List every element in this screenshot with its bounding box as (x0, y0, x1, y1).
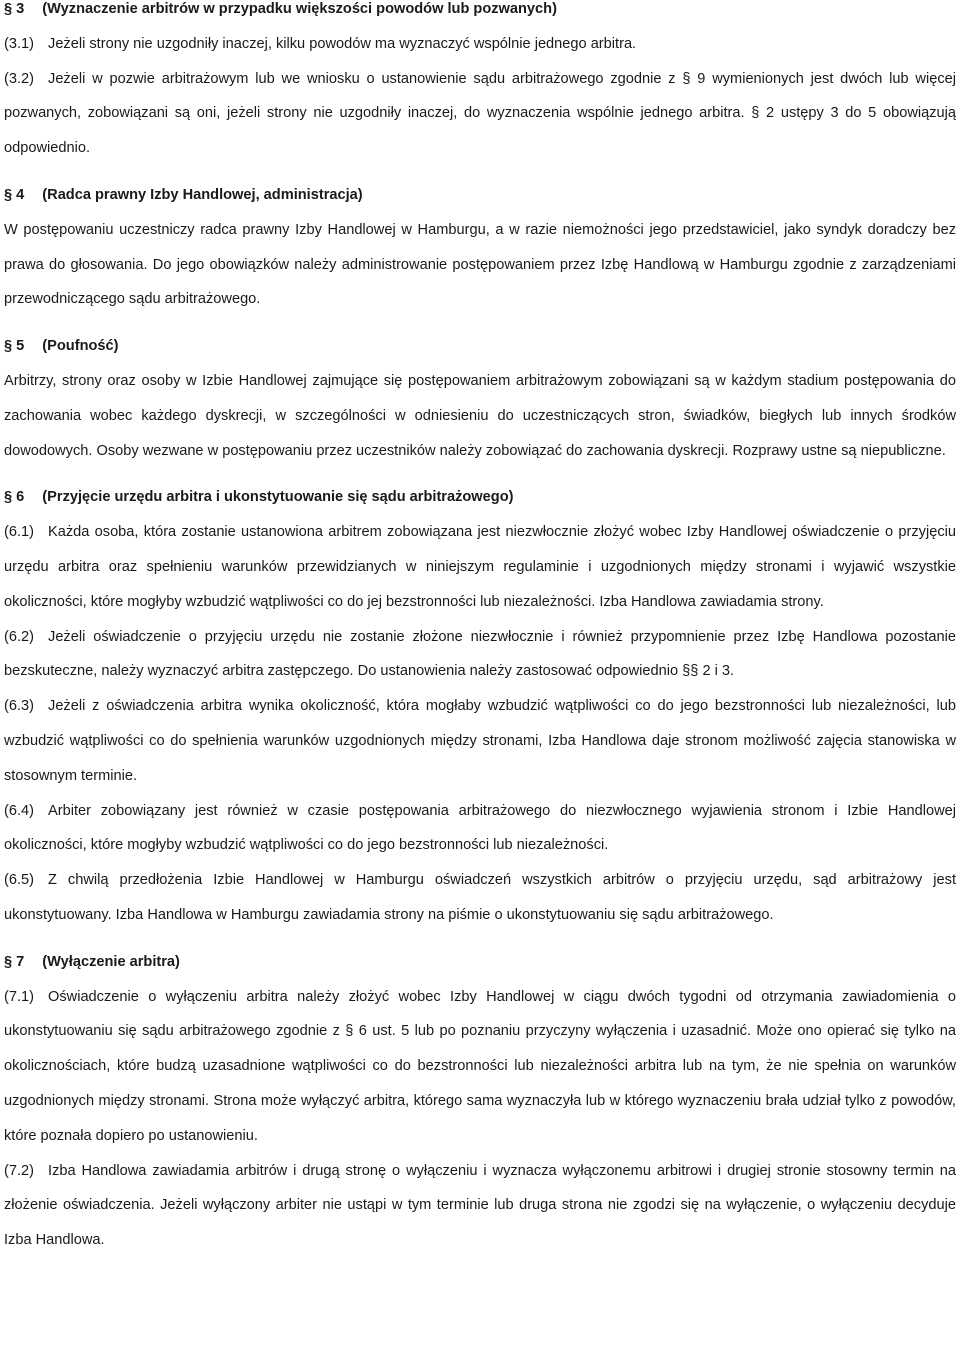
paragraph-4: W postępowaniu uczestniczy radca prawny Izby Handlowej w Hamburgu, a w razie niemożności jego przedstawiciel, jako syndyk doradczy bez prawa do głosowania. Do jego obowiązków należy administrowanie postępowaniem przez Izbę Handlową w Hamburgu zgodnie z zarządzeniami przewodniczącego sądu arbitrażowego. (4, 221, 956, 308)
paragraph-6-1 (4, 515, 956, 619)
paragraph-6-5 (4, 863, 956, 933)
paragraph-number: (3.2) (4, 70, 35, 87)
section-number: § 3 (4, 1, 25, 17)
paragraph-number: (7.2) (4, 1162, 35, 1179)
paragraph-6-4 (4, 794, 956, 864)
section-3-heading (4, 0, 956, 27)
section-7 (4, 945, 956, 1258)
spacer (4, 933, 956, 945)
paragraph-text: Oświadczenie o wyłączeniu arbitra należy złożyć wobec Izby Handlowej w ciągu dwóch tygodni od otrzymania zawiadomienia o ukonstytuowaniu się sądu arbitrażowego zgodnie z § 6 ust. 5 lub po poznaniu przyczyny wyłączenia i uzasadnić. Może ono opierać się tylko na okolicznościach, które budzą uzasadnione wątpliwości co do bezstronności lub niezależności arbitra lub na tym, że nie spełnia on warunków uzgodnionych między stronami. Strona może wyłączyć arbitra, którego sama wyznaczyła lub w którego wyznaczeniu brała udział tylko z powodów, które poznała dopiero po ustanowieniu. (4, 988, 956, 1144)
paragraph-6-2 (4, 620, 956, 690)
section-title: (Wyłączenie arbitra) (42, 953, 180, 970)
section-title: (Poufność) (42, 338, 119, 355)
paragraph-number: (6.4) (4, 802, 35, 819)
paragraph-7-2 (4, 1154, 956, 1258)
section-4 (4, 178, 956, 317)
section-title: (Radca prawny Izby Handlowej, administracja) (42, 186, 363, 203)
section-number: § 4 (4, 186, 25, 203)
paragraph-number: (6.5) (4, 872, 35, 889)
section-6-heading (4, 480, 956, 515)
section-number: § 5 (4, 338, 25, 355)
paragraph-number: (6.1) (4, 524, 35, 541)
section-6 (4, 480, 956, 932)
paragraph-text: Z chwilą przedłożenia Izbie Handlowej w Hamburgu oświadczeń wszystkich arbitrów o przyjęciu urzędu, sąd arbitrażowy jest ukonstytuowany. Izba Handlowa w Hamburgu zawiadamia strony na piśmie o ukonstytuowaniu się sądu arbitrażowego. (4, 872, 956, 923)
spacer (4, 317, 956, 329)
paragraph-text: Izba Handlowa zawiadamia arbitrów i drugą stronę o wyłączeniu i wyznacza wyłączonemu arbitrowi i drugiej stronie stosowny termin na złożenie oświadczenia. Jeżeli wyłączony arbiter nie ustąpi w tym terminie lub druga strona nie zgodzi się na wyłączenie, o wyłączeniu decyduje Izba Handlowa. (4, 1162, 956, 1249)
section-title: (Wyznaczenie arbitrów w przypadku większości powodów lub pozwanych) (42, 1, 557, 17)
spacer (4, 468, 956, 480)
paragraph-5: Arbitrzy, strony oraz osoby w Izbie Handlowej zajmujące się postępowaniem arbitrażowym zobowiązani są w każdym stadium postępowania do zachowania wobec każdego dyskrecji, w szczególności w odniesieniu do uczestniczących stron, świadków, biegłych lub innych środków dowodowych. Osoby wezwane w postępowaniu przez uczestników należy zobowiązać do zachowania dyskrecji. Rozprawy ustne są niepubliczne. (4, 372, 956, 459)
section-3 (4, 0, 956, 166)
paragraph-6-3 (4, 689, 956, 793)
paragraph-number: (6.3) (4, 698, 35, 715)
paragraph-3-1 (4, 27, 956, 62)
paragraph-number: (3.1) (4, 35, 35, 52)
paragraph-text: Arbiter zobowiązany jest również w czasie postępowania arbitrażowego do niezwłocznego wyjawienia stronom i Izbie Handlowej okoliczności, które mogłyby wzbudzić wątpliwości co do jego bezstronności lub niezależności. (4, 802, 956, 854)
section-5 (4, 329, 956, 468)
paragraph-number: (7.1) (4, 988, 35, 1005)
paragraph-text: Jeżeli z oświadczenia arbitra wynika okoliczność, która mogłaby wzbudzić wątpliwości co do jego bezstronności lub niezależności, lub wzbudzić wątpliwości co do spełnienia warunków uzgodnionych między stronami, Izba Handlowa daje stronom możliwość zajęcia stanowiska w stosownym terminie. (4, 698, 956, 784)
section-title: (Przyjęcie urzędu arbitra i ukonstytuowanie się sądu arbitrażowego) (42, 489, 514, 506)
paragraph-text: Jeżeli oświadczenie o przyjęciu urzędu nie zostanie złożone niezwłocznie i również przypomnienie przez Izbę Handlowa pozostanie bezskuteczne, należy wyznaczyć arbitra zastępczego. Do ustanowienia należy zastosować odpowiednio §§ 2 i 3. (4, 628, 956, 680)
section-4-heading (4, 178, 956, 213)
section-number: § 6 (4, 489, 25, 506)
section-7-heading (4, 945, 956, 980)
spacer (4, 166, 956, 178)
document-page (4, 0, 956, 1258)
paragraph-text: Jeżeli w pozwie arbitrażowym lub we wniosku o ustanowienie sądu arbitrażowego zgodnie z § 9 wymienionych jest dwóch lub więcej pozwanych, zobowiązani są oni, jeżeli strony nie uzgodniły inaczej, do wyznaczenia wspólnie jednego arbitra. § 2 ustępy 3 do 5 obowiązują odpowiednio. (4, 70, 956, 157)
paragraph-text: Jeżeli strony nie uzgodniły inaczej, kilku powodów ma wyznaczyć wspólnie jednego arbitra. (48, 35, 637, 52)
paragraph-text: Każda osoba, która zostanie ustanowiona arbitrem zobowiązana jest niezwłocznie złożyć wobec Izby Handlowej oświadczenie o przyjęciu urzędu arbitra oraz spełnieniu warunków przewidzianych w niniejszym regulaminie i uzgodnionych między stronami i wyjawić wszystkie okoliczności, które mogłyby wzbudzić wątpliwości co do jej bezstronności lub niezależności. Izba Handlowa zawiadamia strony. (4, 524, 956, 610)
section-5-heading (4, 329, 956, 364)
paragraph-7-1 (4, 980, 956, 1154)
paragraph-number: (6.2) (4, 628, 35, 645)
paragraph-3-2 (4, 62, 956, 166)
section-number: § 7 (4, 953, 25, 970)
